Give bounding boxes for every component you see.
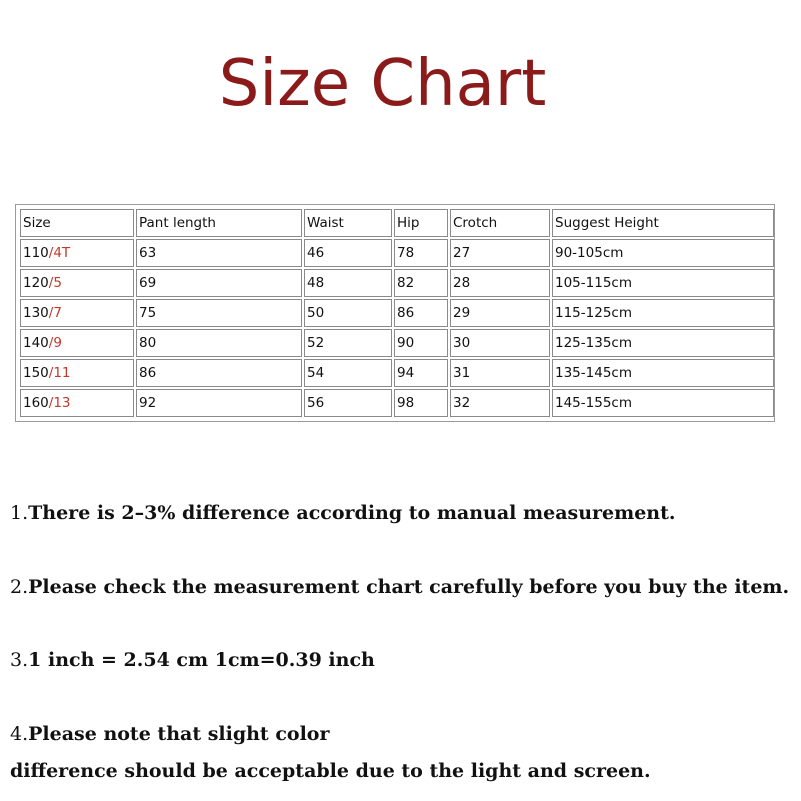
note-text: difference should be acceptable due to the light and screen. — [10, 760, 651, 782]
size-cell — [20, 329, 134, 357]
size-separator: / — [48, 365, 54, 381]
table-row — [20, 239, 774, 267]
size-table-container — [15, 204, 775, 422]
height-cell: 90-105cm — [552, 239, 774, 267]
note-text: Please check the measurement chart carefully before you buy the item. — [28, 576, 790, 598]
page-title: Size Chart — [218, 47, 547, 121]
pant-length-cell: 92 — [136, 389, 302, 417]
header-size: Size — [20, 209, 134, 237]
table-row — [20, 329, 774, 357]
crotch-cell: 28 — [450, 269, 550, 297]
waist-cell: 48 — [304, 269, 392, 297]
hip-cell: 98 — [394, 389, 448, 417]
height-cell: 125-135cm — [552, 329, 774, 357]
note-2 — [10, 578, 789, 597]
waist-cell: 52 — [304, 329, 392, 357]
size-number: 160 — [23, 395, 49, 411]
size-number: 110 — [23, 245, 49, 261]
pant-length-cell: 69 — [136, 269, 302, 297]
note-text: 1 inch = 2.54 cm 1cm=0.39 inch — [28, 649, 375, 671]
header-waist: Waist — [304, 209, 392, 237]
crotch-cell: 29 — [450, 299, 550, 327]
size-age: 11 — [53, 365, 71, 381]
table-row — [20, 269, 774, 297]
header-pant-length: Pant length — [136, 209, 302, 237]
note-4-continuation — [10, 762, 651, 781]
size-cell — [20, 389, 134, 417]
crotch-cell: 32 — [450, 389, 550, 417]
waist-cell: 54 — [304, 359, 392, 387]
height-cell: 135-145cm — [552, 359, 774, 387]
note-text: Please note that slight color — [28, 723, 330, 745]
pant-length-cell: 86 — [136, 359, 302, 387]
header-crotch: Crotch — [450, 209, 550, 237]
note-number: 1. — [10, 502, 29, 524]
size-separator: / — [48, 275, 54, 291]
size-number: 130 — [23, 305, 49, 321]
crotch-cell: 31 — [450, 359, 550, 387]
note-1 — [10, 504, 676, 523]
size-separator: / — [48, 335, 54, 351]
size-cell — [20, 239, 134, 267]
height-cell: 145-155cm — [552, 389, 774, 417]
note-4 — [10, 725, 329, 744]
note-number: 2. — [10, 576, 29, 598]
hip-cell: 86 — [394, 299, 448, 327]
note-number: 3. — [10, 649, 29, 671]
header-suggest-height: Suggest Height — [552, 209, 774, 237]
size-number: 150 — [23, 365, 49, 381]
size-age: 9 — [53, 335, 62, 351]
hip-cell: 82 — [394, 269, 448, 297]
size-number: 120 — [23, 275, 49, 291]
waist-cell: 50 — [304, 299, 392, 327]
size-separator: / — [48, 245, 54, 261]
header-hip: Hip — [394, 209, 448, 237]
size-cell — [20, 269, 134, 297]
pant-length-cell: 80 — [136, 329, 302, 357]
size-age: 5 — [53, 275, 62, 291]
table-row — [20, 299, 774, 327]
size-table — [18, 207, 776, 419]
note-number: 4. — [10, 723, 29, 745]
hip-cell: 94 — [394, 359, 448, 387]
note-3 — [10, 651, 375, 670]
size-age: 4T — [53, 245, 71, 261]
height-cell: 115-125cm — [552, 299, 774, 327]
hip-cell: 90 — [394, 329, 448, 357]
size-number: 140 — [23, 335, 49, 351]
size-cell — [20, 359, 134, 387]
height-cell: 105-115cm — [552, 269, 774, 297]
size-separator: / — [48, 305, 54, 321]
hip-cell: 78 — [394, 239, 448, 267]
pant-length-cell: 63 — [136, 239, 302, 267]
size-age: 7 — [53, 305, 62, 321]
waist-cell: 46 — [304, 239, 392, 267]
crotch-cell: 30 — [450, 329, 550, 357]
pant-length-cell: 75 — [136, 299, 302, 327]
waist-cell: 56 — [304, 389, 392, 417]
size-cell — [20, 299, 134, 327]
note-text: There is 2–3% difference according to manual measurement. — [28, 502, 676, 524]
crotch-cell: 27 — [450, 239, 550, 267]
size-age: 13 — [53, 395, 71, 411]
table-row — [20, 359, 774, 387]
table-row — [20, 389, 774, 417]
table-header-row — [20, 209, 774, 237]
size-separator: / — [48, 395, 54, 411]
